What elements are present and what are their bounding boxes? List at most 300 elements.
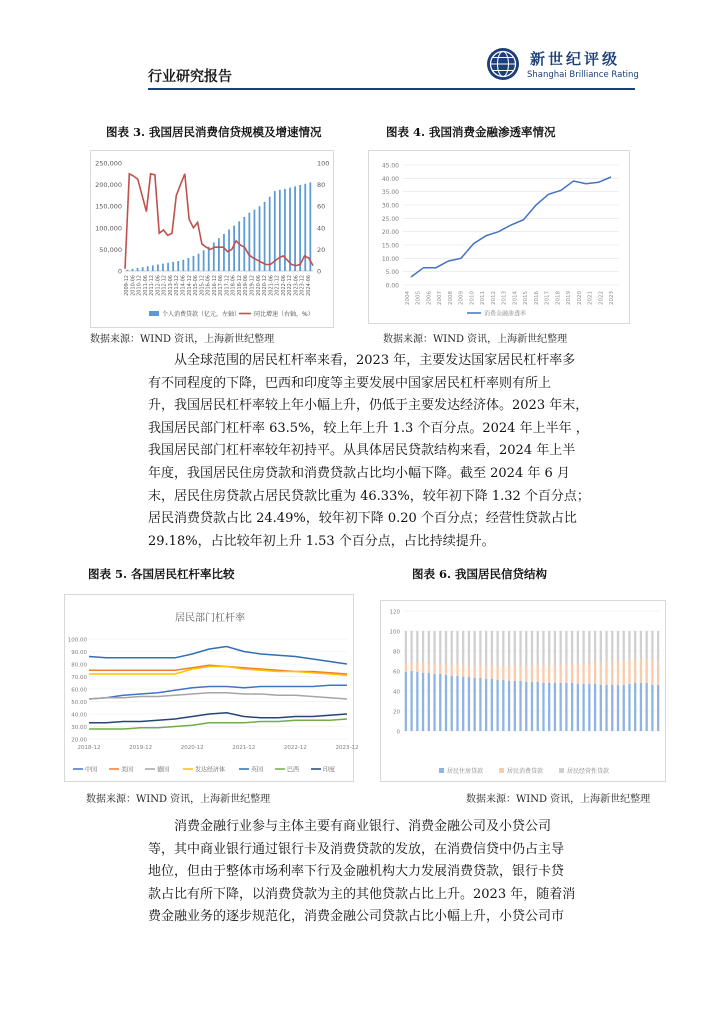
stacked-bar-segment xyxy=(623,631,625,661)
x-tick-label: 2009-12 xyxy=(124,275,130,296)
stacked-bar-segment xyxy=(514,666,516,681)
x-tick-label: 2020 xyxy=(576,291,583,305)
consumer-loan-bar xyxy=(127,270,129,271)
stacked-bar-segment xyxy=(628,631,630,660)
stacked-bar-segment xyxy=(405,631,407,663)
paragraph-line: 29.18%，占比较年初上升 1.53 个百分点，占比持续提升。 xyxy=(148,533,495,549)
stacked-bar-segment xyxy=(456,676,458,731)
y-right-tick-label: 40 xyxy=(317,224,326,233)
stacked-bar-segment xyxy=(531,631,533,665)
paragraph-line: 末，居民住房贷款占居民贷款比重为 46.33%，较年初下降 1.32 个百分点； xyxy=(148,488,590,504)
fig3-chart-box xyxy=(90,150,334,328)
stacked-bar-segment xyxy=(646,631,648,658)
consumer-loan-bar xyxy=(172,262,174,271)
x-tick-label: 2005 xyxy=(415,291,422,305)
stacked-bar-segment xyxy=(571,683,573,731)
leverage-line-英国 xyxy=(89,647,347,665)
x-tick-label: 2010-12 xyxy=(136,275,143,296)
paragraph-line: 我国居民部门杠杆率 63.5%，较上年上升 1.3 个百分点。2024 年上半年 ， xyxy=(148,420,589,436)
stacked-bar-segment xyxy=(577,664,579,684)
report-category-title: 行业研究报告 xyxy=(148,69,232,85)
x-tick-label: 2013 xyxy=(501,291,508,305)
stacked-bar-segment xyxy=(651,660,653,685)
stacked-bar-segment xyxy=(422,663,424,673)
x-tick-label: 2018-06 xyxy=(230,275,237,296)
logo-english-name: Shanghai Brilliance Rating xyxy=(527,70,639,80)
stacked-bar-segment xyxy=(640,683,642,731)
consumer-loan-bar xyxy=(274,191,276,271)
stacked-bar-segment xyxy=(508,631,510,666)
stacked-bar-segment xyxy=(433,674,435,731)
chart-title: 居民部门杠杆率 xyxy=(175,613,245,624)
stacked-bar-segment xyxy=(605,631,607,662)
y-tick-label: 20.00 xyxy=(381,229,399,237)
stacked-bar-segment xyxy=(468,677,470,731)
stacked-bar-segment xyxy=(554,631,556,665)
legend-label: 同比增速（右轴，%） xyxy=(254,311,314,318)
fig5-source: 数据来源：WIND 资讯，上海新世纪整理 xyxy=(86,794,271,805)
paragraph-line: 从全球范围的居民杠杆率来看，2023 年，主要发达国家居民杠杆率多 xyxy=(174,353,576,368)
stacked-bar-segment xyxy=(479,631,481,665)
stacked-bar-segment xyxy=(623,661,625,685)
consumer-loan-bar xyxy=(294,186,296,271)
consumer-loan-bar xyxy=(198,254,200,271)
x-tick-label: 2022 xyxy=(598,291,605,305)
stacked-bar-segment xyxy=(651,631,653,660)
stacked-bar-segment xyxy=(433,664,435,674)
stacked-bar-segment xyxy=(445,664,447,675)
x-tick-label: 2008 xyxy=(447,291,454,305)
consumer-loan-bar xyxy=(187,258,189,271)
stacked-bar-segment xyxy=(542,665,544,683)
stacked-bar-segment xyxy=(479,665,481,678)
stacked-bar-segment xyxy=(554,665,556,683)
stacked-bar-segment xyxy=(519,681,521,731)
x-tick-label: 2018-12 xyxy=(236,275,243,296)
paragraph-household-leverage xyxy=(148,350,626,553)
consumer-loan-bar xyxy=(254,210,256,271)
stacked-bar-segment xyxy=(502,680,504,731)
legend-label: 居民消费贷款 xyxy=(507,768,544,775)
y-tick-label: 10.00 xyxy=(381,255,399,263)
fig3-source: 数据来源：WIND 资讯，上海新世纪整理 xyxy=(90,334,275,345)
stacked-bar-segment xyxy=(405,672,407,731)
stacked-bar-segment xyxy=(537,665,539,682)
consumer-loan-bar xyxy=(152,265,154,271)
stacked-bar-segment xyxy=(605,685,607,731)
consumer-loan-bar xyxy=(233,226,235,271)
paragraph-line: 居民消费贷款占比 24.49%，较年初下降 0.20 个百分点；经营性贷款占比 xyxy=(148,511,577,527)
x-tick-label: 2017 xyxy=(544,291,551,305)
x-tick-label: 2015-12 xyxy=(199,275,206,296)
y-tick-label: 15.00 xyxy=(381,242,399,250)
legend-label: 英国 xyxy=(251,766,264,774)
x-tick-label: 2011-06 xyxy=(142,275,149,296)
legend-label: 印度 xyxy=(323,766,336,774)
consumer-loan-bar xyxy=(264,202,266,271)
header-divider xyxy=(148,88,635,90)
x-tick-label: 2015 xyxy=(523,291,530,305)
stacked-bar-segment xyxy=(508,666,510,681)
consumer-loan-bar xyxy=(304,184,306,271)
paragraph-consumer-finance-participants xyxy=(148,816,626,929)
stacked-bar-segment xyxy=(582,663,584,684)
stacked-bar-segment xyxy=(560,683,562,731)
stacked-bar-segment xyxy=(456,664,458,676)
y-tick-label: 60.00 xyxy=(71,687,87,694)
stacked-bar-segment xyxy=(525,631,527,666)
y-tick-label: 35.00 xyxy=(381,189,399,197)
x-tick-label: 2019-12 xyxy=(249,275,256,296)
y-tick-label: 100 xyxy=(389,629,400,636)
stacked-bar-segment xyxy=(542,631,544,665)
x-tick-label: 2007 xyxy=(437,291,444,305)
stacked-bar-segment xyxy=(433,631,435,664)
stacked-bar-segment xyxy=(542,683,544,731)
consumer-loan-bar xyxy=(182,260,184,271)
y-tick-label: 80.00 xyxy=(71,662,87,669)
stacked-bar-segment xyxy=(657,661,659,685)
stacked-bar-segment xyxy=(439,631,441,663)
x-tick-label: 2012-06 xyxy=(155,275,162,296)
consumer-loan-bar xyxy=(137,268,139,271)
stacked-bar-segment xyxy=(451,676,453,731)
legend-swatch-bar xyxy=(149,311,159,316)
stacked-bar-segment xyxy=(560,665,562,683)
y-tick-label: 0.00 xyxy=(385,282,399,290)
y-tick-label: 120 xyxy=(389,609,400,616)
x-tick-label: 2018 xyxy=(555,291,562,305)
x-tick-label: 2012-12 xyxy=(161,275,168,296)
stacked-bar-segment xyxy=(485,666,487,679)
x-tick-label: 2020-12 xyxy=(262,275,269,296)
fig5-chart-box xyxy=(64,594,359,782)
stacked-bar-segment xyxy=(514,681,516,731)
y-left-tick-label: 250,000 xyxy=(95,159,122,168)
paragraph-line: 升，我国居民杠杆率较上年小幅上升，仍低于主要发达经济体。2023 年末， xyxy=(148,398,589,414)
y-tick-label: 30.00 xyxy=(71,725,87,731)
stacked-bar-segment xyxy=(525,666,527,682)
legend-label: 发达经济体 xyxy=(195,766,226,774)
consumer-loan-bar xyxy=(132,269,134,271)
stacked-bar-segment xyxy=(537,631,539,665)
stacked-bar-segment xyxy=(456,631,458,664)
stacked-bar-segment xyxy=(491,665,493,679)
legend-label: 巴西 xyxy=(287,766,300,774)
x-tick-label: 2021-12 xyxy=(274,275,281,296)
fig3-chart xyxy=(91,151,335,329)
stacked-bar-segment xyxy=(445,675,447,731)
legend-label: 居民住房贷款 xyxy=(447,768,484,775)
consumer-loan-bar xyxy=(248,213,250,271)
stacked-bar-segment xyxy=(496,666,498,680)
paragraph-line: 我国居民部门杠杆率较年初持平。从具体居民贷款结构来看，2024 年上半 xyxy=(148,443,576,459)
y-left-tick-label: 200,000 xyxy=(95,181,122,190)
stacked-bar-segment xyxy=(474,665,476,678)
legend-label: 居民经营性贷款 xyxy=(567,768,610,775)
y-tick-label: 20.00 xyxy=(71,737,87,744)
fig4-chart-box xyxy=(368,150,630,324)
stacked-bar-segment xyxy=(410,631,412,662)
stacked-bar-segment xyxy=(571,631,573,664)
fig6-source: 数据来源：WIND 资讯，上海新世纪整理 xyxy=(466,794,651,805)
stacked-bar-segment xyxy=(577,684,579,731)
consumer-loan-bar xyxy=(299,185,301,271)
stacked-bar-segment xyxy=(468,665,470,677)
stacked-bar-segment xyxy=(565,631,567,664)
x-tick-label: 2013-06 xyxy=(167,275,174,296)
stacked-bar-segment xyxy=(410,662,412,671)
x-tick-label: 2012 xyxy=(490,291,497,305)
stacked-bar-segment xyxy=(600,663,602,685)
consumer-loan-bar xyxy=(157,265,159,271)
paragraph-line: 费金融业务的逐步规范化，消费金融公司贷款占比小幅上升，小贷公司市 xyxy=(148,909,565,925)
y-left-tick-label: 50,000 xyxy=(99,245,122,254)
y-right-tick-label: 100 xyxy=(317,159,330,168)
x-tick-label: 2014-12 xyxy=(186,275,193,296)
y-tick-label: 30.00 xyxy=(381,202,399,210)
stacked-bar-segment xyxy=(657,685,659,731)
stacked-bar-segment xyxy=(508,681,510,731)
consumer-loan-bar xyxy=(147,266,149,271)
fig5-chart xyxy=(65,595,359,783)
stacked-bar-segment xyxy=(617,631,619,661)
y-tick-label: 25.00 xyxy=(381,215,399,223)
stacked-bar-segment xyxy=(628,684,630,731)
consumer-loan-bar xyxy=(269,197,271,271)
legend-label: 美国 xyxy=(121,766,134,774)
stacked-bar-segment xyxy=(525,682,527,731)
y-right-tick-label: 20 xyxy=(317,245,326,254)
stacked-bar-segment xyxy=(646,683,648,731)
consumer-loan-bar xyxy=(223,234,225,271)
stacked-bar-segment xyxy=(462,677,464,731)
x-tick-label: 2018-12 xyxy=(77,745,101,751)
y-tick-label: 5.00 xyxy=(385,269,399,277)
stacked-bar-segment xyxy=(611,661,613,685)
stacked-bar-segment xyxy=(405,663,407,672)
stacked-bar-segment xyxy=(479,678,481,731)
stacked-bar-segment xyxy=(428,663,430,673)
legend-swatch xyxy=(499,768,504,773)
stacked-bar-segment xyxy=(634,659,636,683)
stacked-bar-segment xyxy=(605,662,607,685)
x-tick-label: 2010-06 xyxy=(130,275,137,296)
stacked-bar-segment xyxy=(600,631,602,663)
stacked-bar-segment xyxy=(588,631,590,663)
stacked-bar-segment xyxy=(496,680,498,731)
consumer-loan-bar xyxy=(203,250,205,271)
x-tick-label: 2006 xyxy=(426,291,433,305)
stacked-bar-segment xyxy=(634,631,636,659)
y-tick-label: 20 xyxy=(393,709,400,716)
leverage-line-巴西 xyxy=(89,719,347,729)
stacked-bar-segment xyxy=(416,663,418,672)
stacked-bar-segment xyxy=(600,685,602,731)
y-tick-label: 70.00 xyxy=(71,675,87,681)
stacked-bar-segment xyxy=(565,683,567,731)
y-left-tick-label: 150,000 xyxy=(95,202,122,211)
stacked-bar-segment xyxy=(588,684,590,731)
x-tick-label: 2022-12 xyxy=(287,275,294,296)
consumer-loan-bar xyxy=(238,221,240,271)
stacked-bar-segment xyxy=(491,679,493,731)
stacked-bar-segment xyxy=(502,631,504,666)
stacked-bar-segment xyxy=(634,683,636,731)
stacked-bar-segment xyxy=(657,631,659,661)
stacked-bar-segment xyxy=(422,673,424,731)
x-tick-label: 2021-12 xyxy=(232,745,256,751)
x-tick-label: 2020-12 xyxy=(180,745,204,751)
y-tick-label: 40.00 xyxy=(381,175,399,183)
fig6-title: 图表 6. 我国居民信贷结构 xyxy=(412,567,548,581)
paragraph-line: 地位，但由于整体市场利率下行及金融机构大力发展消费贷款，银行卡贷 xyxy=(148,864,565,880)
stacked-bar-segment xyxy=(571,664,573,683)
consumer-loan-bar xyxy=(142,267,144,271)
stacked-bar-segment xyxy=(519,665,521,681)
stacked-bar-segment xyxy=(560,631,562,665)
stacked-bar-segment xyxy=(594,662,596,684)
stacked-bar-segment xyxy=(617,661,619,685)
stacked-bar-segment xyxy=(531,665,533,682)
stacked-bar-segment xyxy=(514,631,516,666)
x-tick-label: 2011-12 xyxy=(149,275,156,296)
stacked-bar-segment xyxy=(594,684,596,731)
stacked-bar-segment xyxy=(623,685,625,731)
stacked-bar-segment xyxy=(416,631,418,663)
x-tick-label: 2023-12 xyxy=(299,275,306,296)
stacked-bar-segment xyxy=(439,674,441,731)
leverage-line-德国 xyxy=(89,693,347,699)
fig4-title: 图表 4. 我国消费金融渗透率情况 xyxy=(386,125,556,139)
penetration-rate-line xyxy=(411,177,611,277)
y-right-tick-label: 0 xyxy=(317,267,322,276)
stacked-bar-segment xyxy=(577,631,579,664)
stacked-bar-segment xyxy=(422,631,424,663)
consumer-loan-bar xyxy=(243,217,245,271)
stacked-bar-segment xyxy=(611,685,613,731)
stacked-bar-segment xyxy=(531,682,533,731)
y-tick-label: 80 xyxy=(393,649,400,656)
x-tick-label: 2016 xyxy=(533,291,540,305)
y-tick-label: 60 xyxy=(393,669,400,676)
consumer-loan-bar xyxy=(208,247,210,271)
x-tick-label: 2004 xyxy=(405,291,411,305)
y-tick-label: 40.00 xyxy=(71,712,87,719)
x-tick-label: 2020-06 xyxy=(255,275,262,296)
stacked-bar-segment xyxy=(439,663,441,674)
x-tick-label: 2017-06 xyxy=(218,275,225,296)
stacked-bar-segment xyxy=(537,682,539,731)
stacked-bar-segment xyxy=(496,631,498,666)
stacked-bar-segment xyxy=(468,631,470,665)
x-tick-label: 2023 xyxy=(609,291,615,305)
legend-label: 消费金融渗透率 xyxy=(484,310,527,318)
x-tick-label: 2014-06 xyxy=(180,275,187,296)
stacked-bar-segment xyxy=(565,664,567,683)
x-tick-label: 2022-12 xyxy=(283,745,307,751)
stacked-bar-segment xyxy=(410,671,412,731)
stacked-bar-segment xyxy=(416,672,418,731)
stacked-bar-segment xyxy=(582,631,584,663)
consumer-loan-bar xyxy=(167,263,169,271)
stacked-bar-segment xyxy=(485,679,487,731)
x-tick-label: 2016-06 xyxy=(205,275,212,296)
x-tick-label: 2021 xyxy=(587,291,594,305)
x-tick-label: 2013-12 xyxy=(174,275,181,296)
legend-label: 中国 xyxy=(85,766,98,774)
paragraph-line: 消费金融行业参与主体主要有商业银行、消费金融公司及小贷公司 xyxy=(174,819,552,834)
stacked-bar-segment xyxy=(594,631,596,662)
logo-chinese-name: 新世纪评级 xyxy=(530,50,621,68)
fig6-chart-box xyxy=(380,600,666,782)
consumer-loan-bar xyxy=(289,188,291,271)
stacked-bar-segment xyxy=(640,631,642,658)
consumer-loan-bar xyxy=(218,238,220,271)
stacked-bar-segment xyxy=(548,683,550,731)
globe-icon xyxy=(486,47,520,81)
stacked-bar-segment xyxy=(646,658,648,683)
stacked-bar-segment xyxy=(485,631,487,666)
stacked-bar-segment xyxy=(451,665,453,676)
x-tick-label: 2019-12 xyxy=(129,745,153,751)
x-tick-label: 2021-06 xyxy=(268,275,275,296)
fig5-title: 图表 5. 各国居民杠杆率比较 xyxy=(88,567,235,581)
x-tick-label: 2015-06 xyxy=(193,275,200,296)
legend-swatch xyxy=(559,768,564,773)
stacked-bar-segment xyxy=(588,663,590,684)
paragraph-line: 等，其中商业银行通过银行卡及消费贷款的发放，在消费信贷中仍占主导 xyxy=(148,841,565,857)
x-tick-label: 2014 xyxy=(512,291,519,305)
x-tick-label: 2019 xyxy=(566,291,573,305)
consumer-loan-bar xyxy=(309,182,311,271)
x-tick-label: 2010 xyxy=(469,291,476,305)
x-tick-label: 2016-12 xyxy=(211,275,218,296)
stacked-bar-segment xyxy=(548,665,550,683)
stacked-bar-segment xyxy=(611,631,613,661)
y-left-tick-label: 100,000 xyxy=(95,224,122,233)
y-tick-label: 90.00 xyxy=(71,650,87,656)
x-tick-label: 2017-12 xyxy=(224,275,231,296)
legend-label: 个人消费贷款（亿元，左轴） xyxy=(162,311,241,318)
stacked-bar-segment xyxy=(491,631,493,665)
stacked-bar-segment xyxy=(548,631,550,665)
x-tick-label: 2024-06 xyxy=(306,275,312,296)
stacked-bar-segment xyxy=(554,683,556,731)
y-tick-label: 100.00 xyxy=(67,637,87,644)
stacked-bar-segment xyxy=(474,631,476,665)
stacked-bar-segment xyxy=(462,665,464,677)
y-tick-label: 40 xyxy=(393,689,400,696)
x-tick-label: 2023-12 xyxy=(335,745,359,751)
paragraph-line: 年度，我国居民住房贷款和消费贷款占比均小幅下降。截至 2024 年 6 月 xyxy=(148,465,570,481)
stacked-bar-segment xyxy=(474,678,476,731)
fig6-chart xyxy=(381,601,667,783)
stacked-bar-segment xyxy=(640,658,642,683)
consumer-loan-bar xyxy=(279,190,281,271)
fig4-chart xyxy=(369,151,631,325)
x-tick-label: 2019-06 xyxy=(243,275,250,296)
fig3-title: 图表 3. 我国居民消费信贷规模及增速情况 xyxy=(106,125,322,139)
stacked-bar-segment xyxy=(502,666,504,680)
consumer-loan-bar xyxy=(193,256,195,271)
fig4-source: 数据来源：WIND 资讯，上海新世纪整理 xyxy=(383,334,568,345)
y-tick-label: 45.00 xyxy=(381,162,399,170)
legend-swatch xyxy=(439,768,444,773)
stacked-bar-segment xyxy=(628,660,630,684)
stacked-bar-segment xyxy=(651,685,653,731)
x-tick-label: 2009 xyxy=(458,291,465,305)
